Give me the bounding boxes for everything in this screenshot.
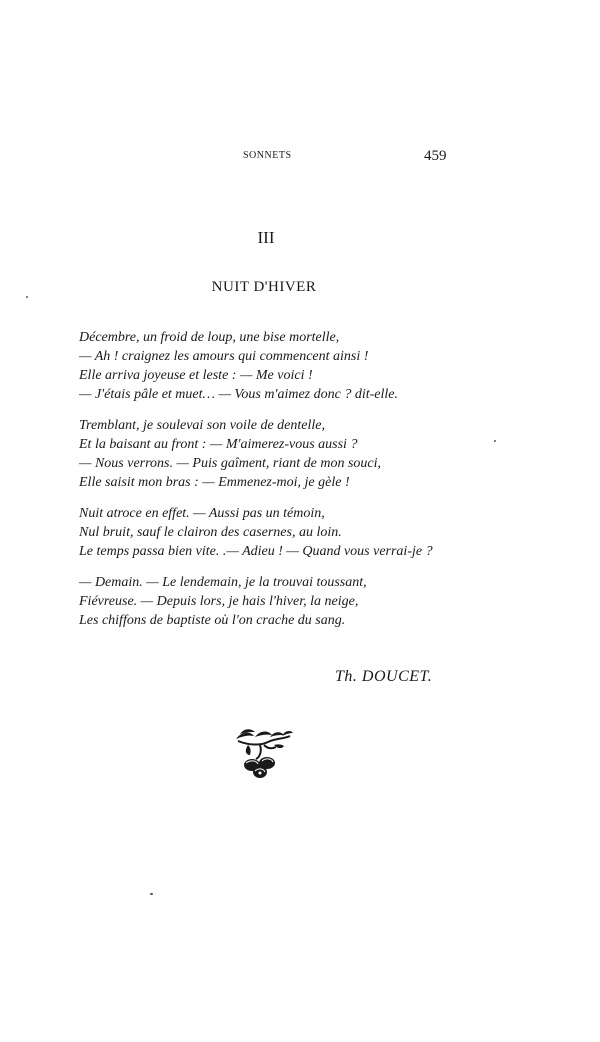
scan-speck bbox=[494, 440, 496, 442]
stanza-2 bbox=[79, 416, 479, 492]
verse: Fiévreuse. — Depuis lors, je hais l'hiver, la neige, bbox=[79, 594, 359, 609]
floral-vignette-icon bbox=[234, 727, 294, 779]
verse: Nuit atroce en effet. — Aussi pas un témoin, bbox=[79, 506, 325, 521]
stanza-3 bbox=[79, 504, 479, 561]
scan-speck bbox=[26, 296, 28, 298]
stanza-1 bbox=[79, 328, 479, 404]
page-number: 459 bbox=[424, 148, 447, 164]
verse: Nul bruit, sauf le clairon des casernes, au loin. bbox=[79, 525, 342, 540]
verse: — Ah ! craignez les amours qui commencent ainsi ! bbox=[79, 349, 369, 364]
author-signature: Th. DOUCET. bbox=[335, 668, 433, 685]
verse: Tremblant, je soulevai son voile de dentelle, bbox=[79, 418, 325, 433]
verse: Elle arriva joyeuse et leste : — Me voici ! bbox=[79, 368, 313, 383]
section-number: III bbox=[257, 228, 275, 247]
scan-speck bbox=[150, 893, 153, 895]
verse: — Nous verrons. — Puis gaîment, riant de mon souci, bbox=[79, 456, 382, 471]
verse: Le temps passa bien vite. .— Adieu ! — Quand vous verrai-je ? bbox=[79, 544, 433, 559]
running-head bbox=[0, 148, 600, 166]
stanza-4 bbox=[79, 573, 479, 630]
poem-body bbox=[79, 328, 479, 642]
verse: Elle saisit mon bras : — Emmenez-moi, je gèle ! bbox=[79, 475, 350, 490]
verse: Décembre, un froid de loup, une bise mortelle, bbox=[79, 330, 340, 345]
verse: — Demain. — Le lendemain, je la trouvai toussant, bbox=[79, 575, 367, 590]
verse: Et la baisant au front : — M'aimerez-vous aussi ? bbox=[79, 437, 358, 452]
verse: — J'étais pâle et muet… — Vous m'aimez donc ? dit-elle. bbox=[79, 387, 398, 402]
verse: Les chiffons de baptiste où l'on crache du sang. bbox=[79, 613, 346, 628]
running-title: SONNETS bbox=[243, 150, 292, 161]
poem-title: NUIT D'HIVER bbox=[211, 279, 317, 295]
